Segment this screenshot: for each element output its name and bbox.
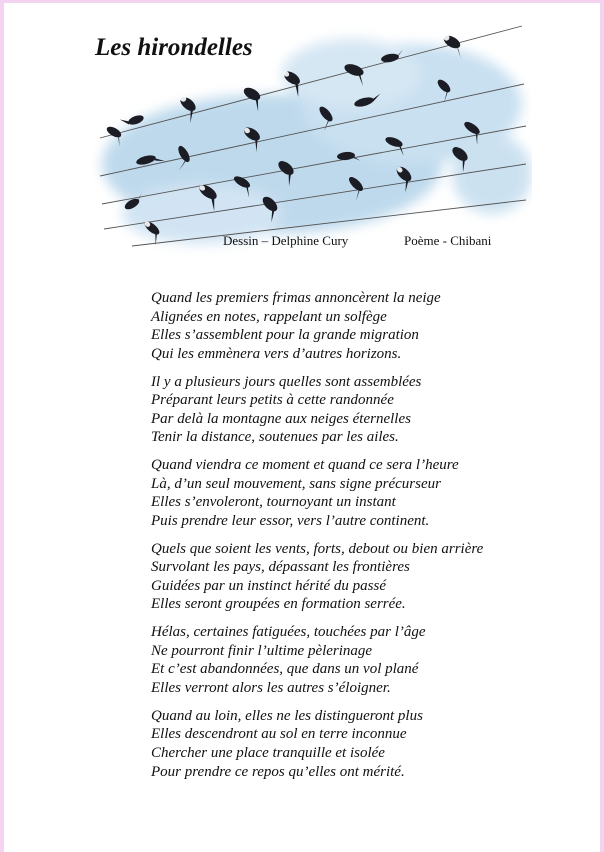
- stanza: [151, 540, 531, 614]
- stanza: [151, 623, 531, 697]
- verse: Il y a plusieurs jours quelles sont assemblées: [151, 373, 422, 390]
- poem-title: Les hirondelles: [95, 34, 253, 61]
- verse: Guidées par un instinct hérité du passé: [151, 577, 386, 594]
- verse: Tenir la distance, soutenues par les ailes.: [151, 429, 399, 446]
- verse: Préparant leurs petits à cette randonnée: [151, 392, 394, 409]
- verse: Quand les premiers frimas annoncèrent la neige: [151, 290, 441, 306]
- verse: Elles seront groupées en formation serrée.: [151, 596, 406, 613]
- poem-body: [151, 289, 531, 790]
- verse: Alignées en notes, rappelant un solfège: [151, 308, 387, 325]
- verse: Par delà la montagne aux neiges éternelles: [151, 410, 411, 427]
- poem-credit: Poème - Chibani: [404, 233, 492, 248]
- verse: Pour prendre ce repos qu’elles ont mérité.: [151, 763, 405, 780]
- verse: Chercher une place tranquille et isolée: [151, 745, 385, 761]
- verse: Hélas, certaines fatiguées, touchées par l’âge: [151, 624, 426, 641]
- verse: Quand viendra ce moment et quand ce sera l’heure: [151, 457, 459, 474]
- verse: Quand au loin, elles ne les distingueront plus: [151, 707, 423, 724]
- sky-wash: [102, 39, 532, 244]
- stanza: [151, 373, 531, 447]
- verse: Quels que soient les vents, forts, debout ou bien arrière: [151, 540, 484, 557]
- verse: Elles s’assemblent pour la grande migration: [151, 327, 419, 344]
- verse: Elles descendront au sol en terre inconnue: [151, 726, 407, 743]
- verse: Et c’est abandonnées, que dans un vol plané: [151, 661, 419, 678]
- verse: Survolant les pays, dépassant les frontières: [151, 559, 410, 576]
- verse: Elles s’envoleront, tournoyant un instant: [151, 494, 396, 511]
- verse: Puis prendre leur essor, vers l’autre continent.: [151, 512, 430, 529]
- verse: Elles verront alors les autres s’éloigner.: [151, 680, 391, 697]
- stanza: [151, 456, 531, 530]
- drawing-credit: Dessin – Delphine Cury: [223, 233, 349, 248]
- verse: Là, d’un seul mouvement, sans signe précurseur: [151, 475, 441, 492]
- stanza: [151, 707, 531, 781]
- verse: Ne pourront finir l’ultime pèlerinage: [151, 642, 373, 659]
- verse: Qui les emmènera vers d’autres horizons.: [151, 345, 402, 362]
- stanza: [151, 289, 531, 363]
